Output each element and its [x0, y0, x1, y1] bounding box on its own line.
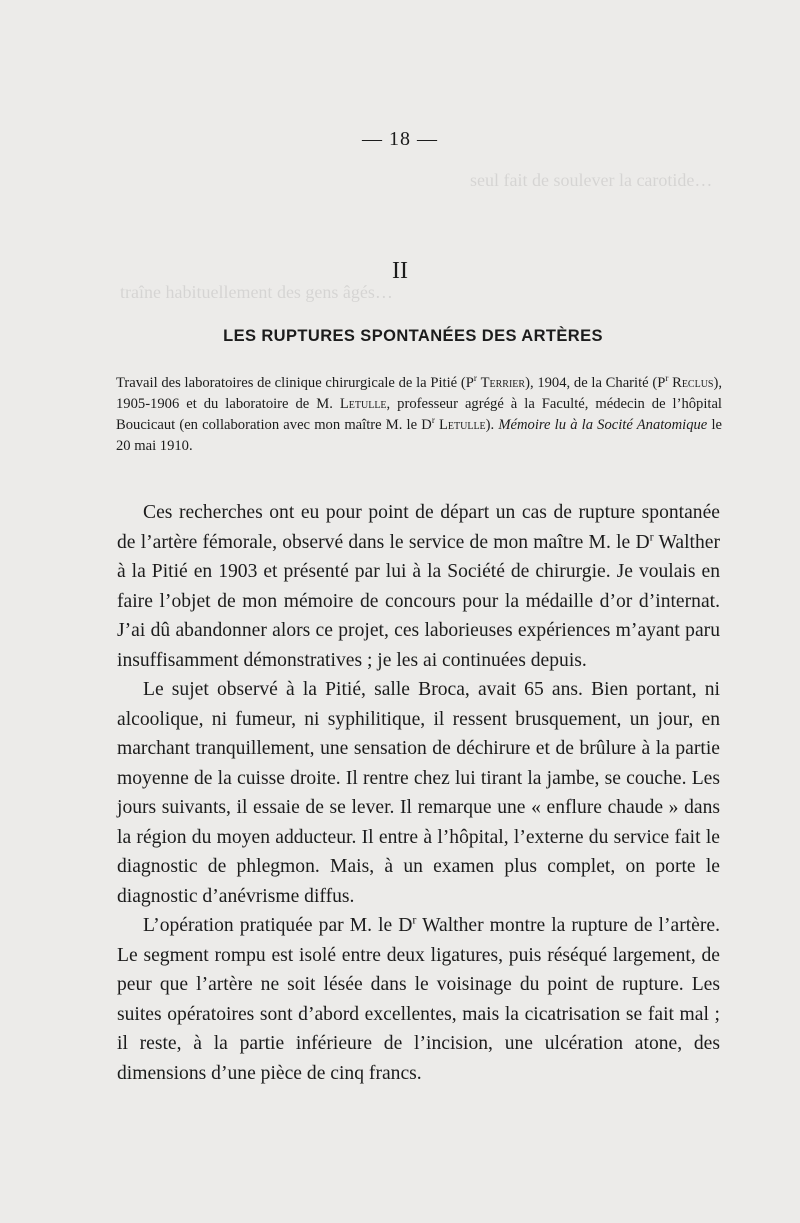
page-number: — 18 — [362, 128, 438, 150]
section-numeral: II [392, 258, 408, 284]
paragraph: Ces recherches ont eu pour point de départ un cas de rupture spontanée de l’artère fémorale, observé dans le service de mon maître M. le $D^r$ Walther à la Pitié en 1903 et présenté par lui à la Société de chirurgie. Je voulais en faire l’objet de mon mémoire de concours pour la médaille d’or d’internat. J’ai dû abandonner alors ce projet, ces laborieuses expériences m’ayant paru insuffisamment démonstratives ; je les ai continuées depuis. [117, 502, 720, 671]
paragraph: Le sujet observé à la Pitié, salle Broca, avait 65 ans. Bien portant, ni alcoolique, ni fumeur, ni syphilitique, il ressent brusquement, un jour, en marchant tranquillement, une sensation de déchirure et de brûlure à la partie moyenne de la cuisse droite. Il rentre chez lui tirant la jambe, se couche. Les jours suivants, il essaie de se lever. Il remarque une « enflure chaude » dans la région du moyen adducteur. Il entre à l’hôpital, l’externe du service fait le diagnostic de phlegmon. Mais, à un examen plus complet, on porte le diagnostic d’anévrisme diffus. [117, 679, 720, 907]
bleed-through-text: seul fait de soulever la carotide… [470, 170, 713, 190]
body-text [117, 498, 720, 1088]
section-footnote: Travail des laboratoires de clinique chirurgicale de la Pitié ($P^r$ Terrier), 1904, de la Charité ($P^r$ Reclus), 1905-1906 et du laboratoire de M. Letulle, professeur agrégé à la Faculté, médecin de l’hôpital Boucicaut (en collaboration avec mon maître M. le $D^r$ Letulle). Mémoire lu à la Socité Anatomique le 20 mai 1910. [116, 373, 723, 454]
paragraph: L’opération pratiquée par M. le $D^r$ Walther montre la rupture de l’artère. Le segment rompu est isolé entre deux ligatures, puis réséqué largement, de peur que l’artère ne soit lésée dans le voisinage du point de rupture. Les suites opératoires sont d’abord excellentes, mais la cicatrisation se fait mal ; il reste, à la partie inférieure de l’incision, une ulcération atone, des dimensions d’une pièce de cinq francs. [117, 912, 721, 1084]
section-title: LES RUPTURES SPONTANÉES DES ARTÈRES [223, 327, 603, 345]
bleed-through-text: traîne habituellement des gens âgés… [120, 282, 393, 302]
